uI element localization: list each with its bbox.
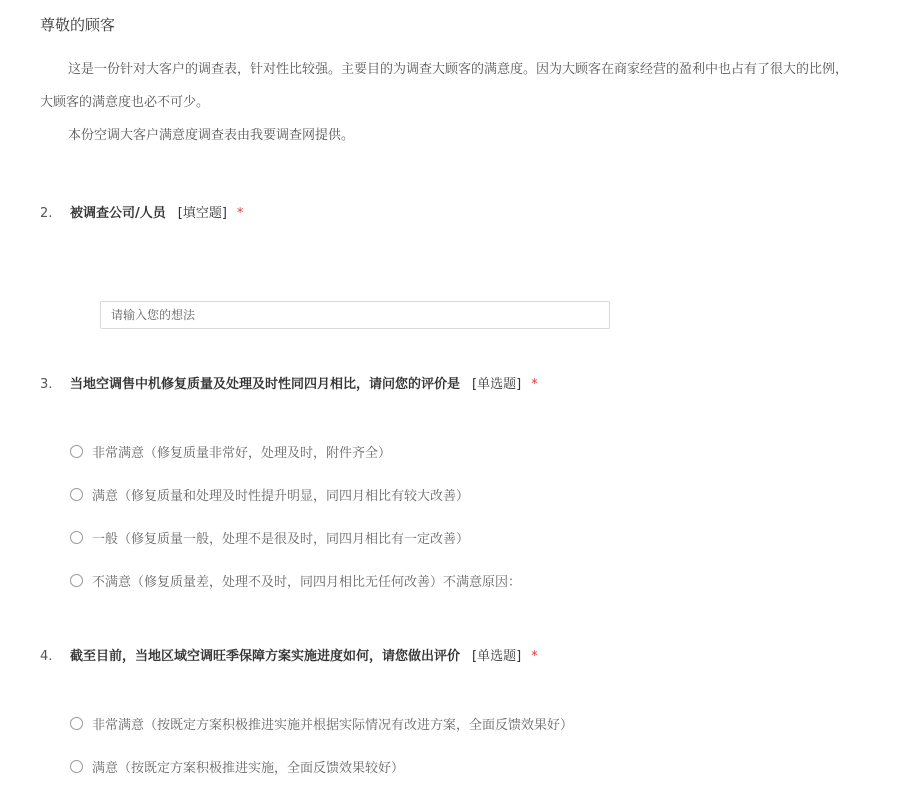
question-type-label: [单选题] (472, 377, 522, 392)
survey-greeting: 尊敬的顾客 (40, 16, 116, 34)
radio-button[interactable] (70, 445, 83, 458)
question-type-label: [填空题] (177, 206, 227, 221)
intro-paragraph-3: 本份空调大客户满意度调查表由我要调查网提供。 (68, 128, 355, 143)
option-label: 非常满意（修复质量非常好，处理及时，附件齐全） (92, 445, 392, 461)
question-type-label: [单选题] (472, 649, 522, 664)
radio-button[interactable] (70, 531, 83, 544)
q3-option-unsatisfied[interactable] (70, 571, 521, 589)
intro-paragraph-1: 这是一份针对大客户的调查表，针对性比较强。主要目的为调查大顾客的满意度。因为大顾客在商家经营的盈利中也占有了很大的比例， (68, 62, 849, 77)
option-label: 不满意（修复质量差，处理不及时，同四月相比无任何改善）不满意原因： (92, 574, 522, 590)
q3-option-average[interactable] (70, 528, 469, 546)
q3-option-satisfied[interactable] (70, 485, 469, 503)
radio-button[interactable] (70, 717, 83, 730)
option-label: 满意（按既定方案积极推进实施，全面反馈效果较好） (92, 760, 405, 776)
question-number: 4. (40, 649, 53, 664)
question-text: 截至目前，当地区域空调旺季保障方案实施进度如何，请您做出评价 (70, 649, 461, 664)
required-asterisk: * (531, 649, 538, 664)
question-text: 当地空调售中机修复质量及处理及时性同四月相比，请问您的评价是 (70, 377, 461, 392)
q3-option-very-satisfied[interactable] (70, 442, 391, 460)
question-2-title (40, 202, 243, 221)
option-label: 满意（修复质量和处理及时性提升明显，同四月相比有较大改善） (92, 488, 470, 504)
option-label: 一般（修复质量一般，处理不是很及时，同四月相比有一定改善） (92, 531, 470, 547)
required-asterisk: * (531, 377, 538, 392)
radio-button[interactable] (70, 574, 83, 587)
company-person-input[interactable] (100, 301, 610, 329)
question-number: 3. (40, 377, 53, 392)
required-asterisk: * (236, 206, 244, 221)
q4-option-very-satisfied[interactable] (70, 714, 573, 732)
question-text: 被调查公司/人员 (70, 206, 166, 221)
question-3-title (40, 373, 538, 392)
option-label: 非常满意（按既定方案积极推进实施并根据实际情况有改进方案，全面反馈效果好） (92, 717, 574, 733)
radio-button[interactable] (70, 760, 83, 773)
question-number: 2. (40, 206, 53, 221)
radio-button[interactable] (70, 488, 83, 501)
q4-option-satisfied[interactable] (70, 757, 404, 775)
intro-paragraph-2: 大顾客的满意度也必不可少。 (40, 95, 210, 110)
question-4-title (40, 645, 538, 664)
